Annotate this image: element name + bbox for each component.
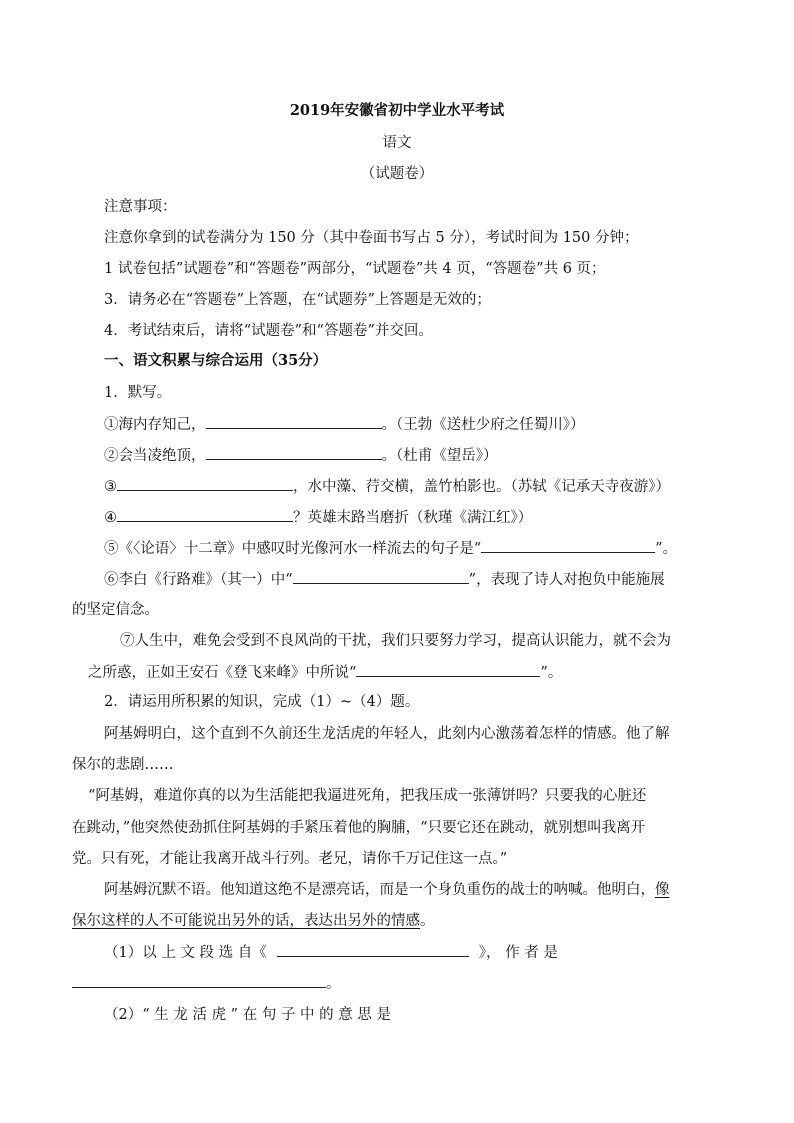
answer-blank[interactable]: [481, 538, 655, 553]
recite-source: ，水中藻、荇交横，盖竹柏影也。（苏轼《记承天寺夜游》）: [293, 479, 670, 495]
recite-item: [104, 507, 532, 528]
recite-item: ⑦人生中，难免会受到不良风尚的干扰，我们只要努力学习，提高认识能力，就不会为: [120, 633, 671, 649]
recite-continuation: 的坚定信念。: [72, 602, 159, 618]
answer-blank[interactable]: [293, 569, 469, 584]
recite-source: ”。: [655, 541, 678, 557]
recite-item: [104, 445, 498, 466]
answer-blank[interactable]: [117, 507, 293, 522]
answer-blank[interactable]: [206, 414, 382, 429]
notice-item: 3．请务必在“答题卷”上答题，在“试题券”上答题是无效的；: [104, 292, 491, 308]
paper-type-label: （试题卷）: [360, 166, 434, 182]
passage-text: 阿基姆沉默不语。他知道这绝不是漂亮话，而是一个身负重伤的战士的呐喊。他明白，: [104, 882, 655, 898]
notice-item: 4．考试结束后，请将“试题卷”和“答题卷”并交回。: [104, 323, 433, 339]
recite-item: [104, 476, 670, 497]
answer-blank[interactable]: [72, 973, 326, 988]
recite-item: [104, 414, 585, 435]
underlined-phrase: 像: [655, 882, 670, 898]
recite-prompt: ④: [104, 510, 117, 526]
answer-blank[interactable]: [356, 662, 540, 677]
passage-line: [72, 911, 435, 931]
sub-question-1: [104, 942, 558, 963]
exam-title: 2019年安徽省初中学业水平考试: [289, 102, 505, 119]
question-2-label: 2．请运用所积累的知识，完成（1）~（4）题。: [104, 694, 420, 710]
answer-blank[interactable]: [117, 476, 293, 491]
sub-question-prompt: （1）以 上 文 段 选 自《: [104, 945, 267, 961]
sub-question-prompt: 》， 作 者 是: [478, 945, 558, 961]
passage-text: 。: [420, 913, 435, 929]
notice-item: 注意你拿到的试卷满分为 150 分（其中卷面书写占 5 分），考试时间为 150 分钟；: [104, 230, 639, 246]
answer-blank[interactable]: [277, 942, 469, 957]
passage-line: 阿基姆明白，这个直到不久前还生龙活虎的年轻人，此刻内心激荡着怎样的情感。他了解: [104, 726, 670, 742]
recite-item: [104, 538, 677, 559]
notice-heading: 注意事项：: [104, 199, 177, 215]
recite-prompt: ②会当凌绝顶，: [104, 448, 206, 464]
recite-source: ？英雄末路当磨折（秋瑾《满江红》）: [293, 510, 533, 526]
recite-prompt: ⑥李白《行路难》（其一）中“: [104, 572, 293, 588]
notice-item: 1 试卷包括”试题卷”和“答题卷”两部分，“试题卷”共 4 页，“答题卷”共 6 页；: [104, 261, 606, 277]
sub-question-1-cont: [72, 973, 341, 994]
passage-line: 在跳动，”他突然使劲抓住阿基姆的手紧压着他的胸脯，“只要它还在跳动，就别想叫我离开: [72, 820, 646, 836]
underlined-phrase: 保尔这样的人不可能说出另外的话，表达出另外的情感: [72, 913, 420, 929]
question-1-label: 1．默写。: [104, 385, 172, 401]
recite-source: 。（杜甫《望岳》）: [381, 448, 498, 464]
recite-source: 。（王勃《送杜少府之任蜀川》）: [381, 417, 585, 433]
passage-line: “阿基姆，难道你真的以为生活能把我逼进死角，把我压成一张薄饼吗？只要我的心脏还: [88, 788, 647, 804]
recite-prompt: ③: [104, 479, 117, 495]
recite-item: [88, 662, 562, 683]
recite-item: [104, 569, 665, 590]
recite-prompt: ①海内存知己，: [104, 417, 206, 433]
subject-label: 语文: [382, 135, 412, 151]
section-heading: 一、语文积累与综合运用（35分）: [104, 352, 328, 369]
recite-prompt: ⑤《〈论语〉十二章》中感叹时光像河水一样流去的句子是“: [104, 541, 482, 557]
recite-source: ”，表现了诗人对抱负中能施展: [468, 572, 665, 588]
recite-prompt: 之所惑，正如王安石《登飞来峰》中所说“: [88, 665, 357, 681]
passage-line: 保尔的悲剧……: [72, 757, 174, 773]
sub-question-end: 。: [326, 976, 341, 992]
sub-question-2: （2）“ 生 龙 活 虎 ” 在 句 子 中 的 意 思 是: [104, 1007, 391, 1023]
passage-line: 党。只有死，才能让我离开战斗行列。老兄，请你千万记住这一点。”: [72, 851, 508, 867]
passage-line: [104, 880, 670, 900]
answer-blank[interactable]: [206, 445, 382, 460]
recite-source: ”。: [540, 665, 563, 681]
